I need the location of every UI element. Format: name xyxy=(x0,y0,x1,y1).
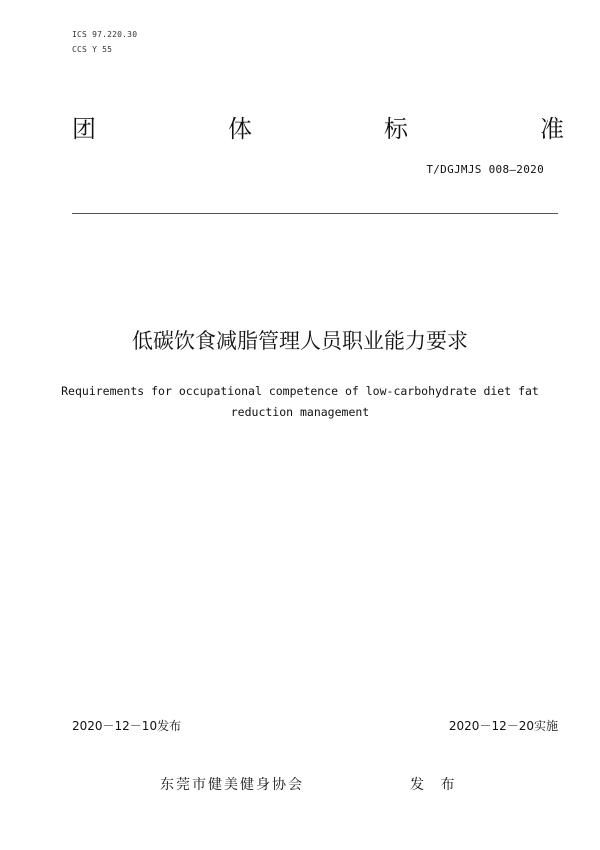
standard-type-char: 标 xyxy=(384,115,408,143)
header-divider xyxy=(72,213,558,214)
title-english-line-2: reduction management xyxy=(230,405,370,419)
standard-type-heading xyxy=(72,114,564,144)
issuing-organization: 东莞市健美健身协会 xyxy=(160,777,304,793)
standard-type-char: 体 xyxy=(228,115,252,143)
implement-date: 2020－12－20实施 xyxy=(448,719,558,733)
title-english xyxy=(40,381,560,423)
standard-type-char: 团 xyxy=(72,115,96,143)
ics-code: ICS 97.220.30 xyxy=(72,30,138,39)
title-english-line-1: Requirements for occupational competence of low-carbohydrate diet fat xyxy=(61,384,539,398)
standard-number: T/DGJMJS 008—2020 xyxy=(426,163,544,176)
ccs-code: CCS Y 55 xyxy=(72,45,113,54)
publish-date: 2020－12－10发布 xyxy=(72,719,182,733)
standard-type-char: 准 xyxy=(540,115,564,143)
title-chinese: 低碳饮食减脂管理人员职业能力要求 xyxy=(132,329,468,353)
issue-label: 发 布 xyxy=(410,777,461,793)
